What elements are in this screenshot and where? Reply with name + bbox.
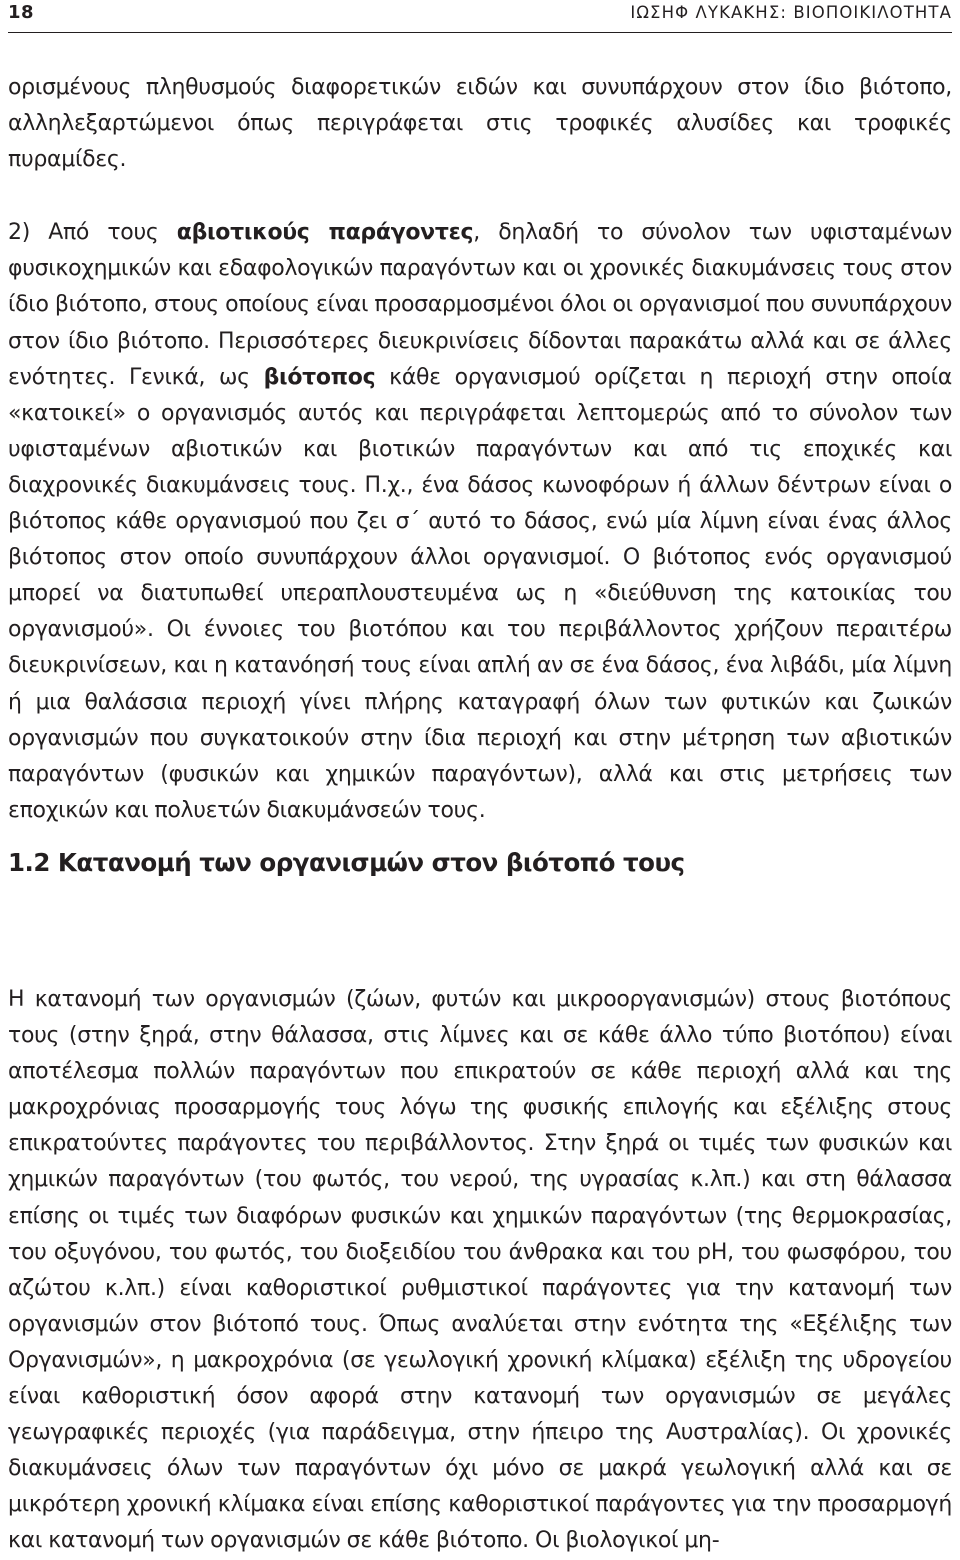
running-head: ΙΩΣΗΦ ΛΥΚΑΚΗΣ: ΒΙΟΠΟΙΚΙΛΟΤΗΤΑ xyxy=(630,3,952,22)
intro-paragraph: ορισμένους πληθυσμούς διαφορετικών ειδών και συνυπάρχουν στον ίδιο βιότοπο, αλληλεξαρτώμενοι όπως περιγράφεται στις τροφικές αλυσίδες και τροφικές πυραμίδες. xyxy=(8,75,952,173)
abiotic-text-part2: κάθε οργανισμού ορίζεται η περιοχή στην οποία «κατοικεί» ο οργανισμός αυτός και περιγράφεται λεπτομερώς από το σύνολον των υφισταμένων αβιοτικών και βιοτικών παραγόντων και από τις εποχικές και διαχρονικές διακυμάνσεις τους. Π.χ., ένα δάσος κωνοφόρων ή άλλων δέντρων είναι ο βιότοπος κάθε οργανισμού που ζει σ΄ αυτό το δάσος, ενώ μία λίμνη είναι ένας άλλος βιότοπος στον οποίο συνυπάρχουν άλλοι οργανισμοί. Ο βιότοπος ενός οργανισμού μπορεί να διατυπωθεί υπεραπλουστευμένα ως η «διεύθυνση της κατοικίας του οργανισμού». Οι έννοιες του βιοτόπου και του περιβάλλοντος χρήζουν περαιτέρω διευκρινίσεων, και η κατανόησή τους είναι απλή αν σε ένα δάσος, ένα λιβάδι, μία λίμνη ή μια θαλάσσια περιοχή γίνει πλήρης καταγραφή όλων των φυτικών και ζωικών οργανισμών που συγκατοικούν στην ίδια περιοχή και στην μέτρηση των αβιοτικών παραγόντων (φυσικών και χημικών παραγόντων), αλλά και στις μετρήσεις των εποχικών και πολυετών διακυμάνσεών τους. xyxy=(8,364,952,823)
section-paragraph: Η κατανομή των οργανισμών (ζώων, φυτών και μικροοργανισμών) στους βιοτόπους τους (στην ξηρά, στην θάλασσα, στις λίμνες και σε κάθε άλλο τύπο βιοτόπου) είναι αποτέλεσμα πολλών παραγόντων που επικρατούν σε κάθε περιοχή αλλά και της μακροχρόνιας προσαρμογής τους λόγω της φυσικής επιλογής και εξέλιξης στους επικρατούντες παράγοντες του περιβάλλοντος. Στην ξηρά οι τιμές των φυσικών και χημικών παραγόντων (του φωτός, του νερού, της υγρασίας κ.λπ.) και στη θάλασσα επίσης οι τιμές των διαφόρων φυσικών και χημικών παραγόντων (της θερμοκρασίας, του οξυγόνου, του φωτός, του διοξειδίου του άνθρακα και του pH, του φωσφόρου, του αζώτου κ.λπ.) είναι καθοριστικοί ρυθμιστικοί παράγοντες για την κατανομή των οργανισμών στον βιότοπό τους. Όπως αναλύεται στην ενότητα της «Εξέλιξης των Οργανισμών», η μακροχρόνια (σε γεωλογική χρονική κλίμακα) εξέλιξη της υδρογείου είναι καθοριστική όσον αφορά στην κατανομή των οργανισμών σε μεγάλες γεωγραφικές περιοχές (για παράδειγμα, στην ήπειρο της Αυστραλίας). Οι χρονικές διακυμάνσεις όλων των παραγόντων όχι μόνο σε μακρά γεωλογική αλλά και σε μικρότερη χρονική κλίμακα είναι επίσης καθοριστικοί παράγοντες για την προσαρμογή και κατανομή των οργανισμών σε κάθε βιότοπο. Οι βιολογικοί μη- xyxy=(8,987,952,1554)
page-header xyxy=(8,0,952,33)
abiotic-text-part1: , δηλαδή το σύνολον των υφισταμένων φυσικοχημικών και εδαφολογικών παραγόντων και οι χρονικές διακυμάνσεις τους στον ίδιο βιότοπο, στους οποίους είναι προσαρμοσμένοι όλοι οι οργανισμοί που συνυπάρχουν στον ίδιο βιότοπο. Περισσότερες διευκρινίσεις δίδονται παρακάτω αλλά και σε άλλες ενότητες. Γενικά, ως xyxy=(8,220,952,390)
section-heading: 1.2 Κατανομή των οργανισμών στον βιότοπό τους xyxy=(8,848,685,877)
page-number: 18 xyxy=(8,2,35,23)
term-biotope: βιότοπος xyxy=(263,364,376,390)
abiotic-lead-text: 2) Από τους xyxy=(8,220,177,246)
term-abiotic-factors: αβιοτικούς παράγοντες xyxy=(176,220,474,246)
abiotic-factors-paragraph xyxy=(8,215,952,829)
page-body xyxy=(8,70,952,1554)
